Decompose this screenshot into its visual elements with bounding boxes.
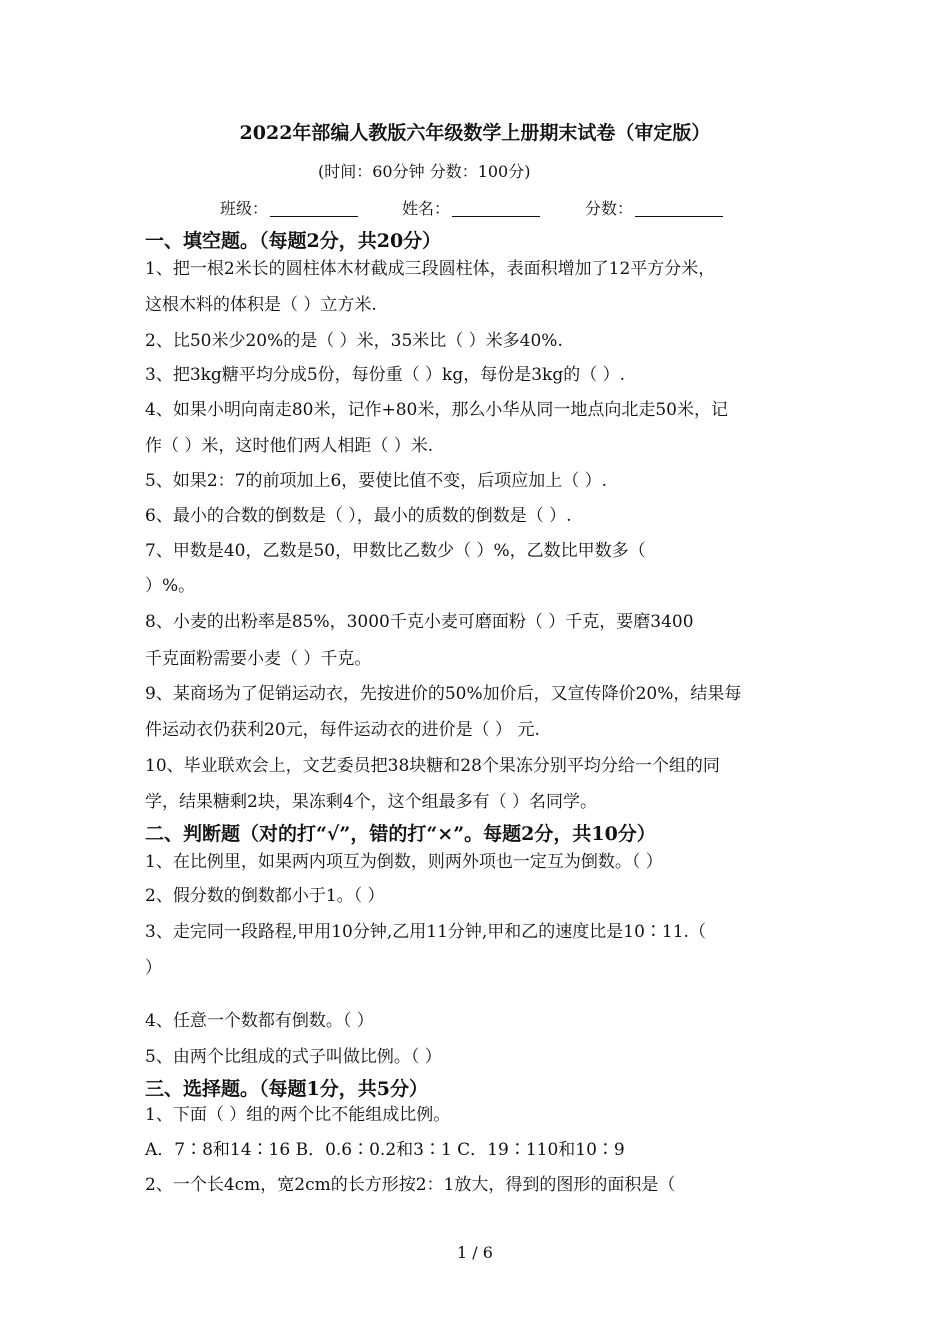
class-label: 班级： [220, 199, 269, 218]
section2-heading: 二、判断题（对的打“√”，错的打“×”。每题2分，共10分） [145, 823, 656, 845]
question-line: 5、由两个比组成的式子叫做比例。（ ） [145, 1047, 442, 1067]
page-title: 2022年部编人教版六年级数学上册期末试卷（审定版） [239, 122, 711, 144]
score-field [585, 196, 723, 219]
class-blank [270, 200, 358, 217]
question-line: 2、一个长4cm，宽2cm的长方形按2：1放大，得到的图形的面积是（ [145, 1175, 676, 1195]
question-line: 4、任意一个数都有倒数。（ ） [145, 1011, 374, 1031]
question-line: 这根木料的体积是（ ）立方米. [145, 295, 377, 315]
question-line: 学，结果糖剩2块，果冻剩4个，这个组最多有（ ）名同学。 [145, 792, 598, 812]
name-label: 姓名： [402, 199, 451, 218]
question-line: 千克面粉需要小麦（ ）千克。 [145, 649, 372, 669]
question-line: 1、把一根2米长的圆柱体木材截成三段圆柱体，表面积增加了12平方分米， [145, 259, 716, 279]
question-line: ）%。 [145, 576, 196, 596]
question-line: 6、最小的合数的倒数是（ ），最小的质数的倒数是（ ）. [145, 506, 572, 526]
question-line: 1、下面（ ）组的两个比不能组成比例。 [145, 1105, 451, 1125]
exam-time-score: (时间：60分钟 分数：100分) [318, 162, 531, 181]
name-field [402, 196, 540, 219]
class-field [220, 196, 358, 219]
question-line: 7、甲数是40，乙数是50，甲数比乙数少（ ）%，乙数比甲数多（ [145, 541, 646, 561]
score-blank [635, 200, 723, 217]
page-number: 1 / 6 [457, 1243, 493, 1262]
answer-options: A．7∶8和14∶16 B．0.6∶0.2和3∶1 C．19∶110和10∶9 [145, 1140, 625, 1160]
question-line: 3、把3kg糖平均分成5份，每份重（ ）kg，每份是3kg的（ ）. [145, 365, 626, 385]
name-blank [452, 200, 540, 217]
question-line: 作（ ）米，这时他们两人相距（ ）米. [145, 436, 434, 456]
score-label: 分数： [585, 199, 634, 218]
question-line: 10、毕业联欢会上，文艺委员把38块糖和28个果冻分别平均分给一个组的同 [145, 756, 720, 776]
question-line: 4、如果小明向南走80米，记作+80米，那么小华从同一地点向北走50米，记 [145, 400, 728, 420]
section1-heading: 一、填空题。（每题2分，共20分） [145, 230, 442, 252]
question-line: 1、在比例里，如果两内项互为倒数，则两外项也一定互为倒数。（ ） [145, 852, 663, 872]
question-line: 5、如果2：7的前项加上6，要使比值不变，后项应加上（ ）. [145, 471, 608, 491]
question-line: 2、比50米少20%的是（ ）米，35米比（ ）米多40%. [145, 331, 563, 351]
question-line: 2、假分数的倒数都小于1。（ ） [145, 886, 385, 906]
question-line: 3、走完同一段路程,甲用10分钟,乙用11分钟,甲和乙的速度比是10∶11.（ [145, 922, 706, 942]
section3-heading: 三、选择题。（每题1分，共5分） [145, 1078, 428, 1100]
question-line: 件运动衣仍获利20元，每件运动衣的进价是（ ） 元. [145, 720, 540, 740]
question-line: 8、小麦的出粉率是85%，3000千克小麦可磨面粉（ ）千克，要磨3400 [145, 612, 694, 632]
question-line: 9、某商场为了促销运动衣，先按进价的50%加价后，又宣传降价20%，结果每 [145, 684, 742, 704]
question-line: ） [145, 958, 162, 978]
